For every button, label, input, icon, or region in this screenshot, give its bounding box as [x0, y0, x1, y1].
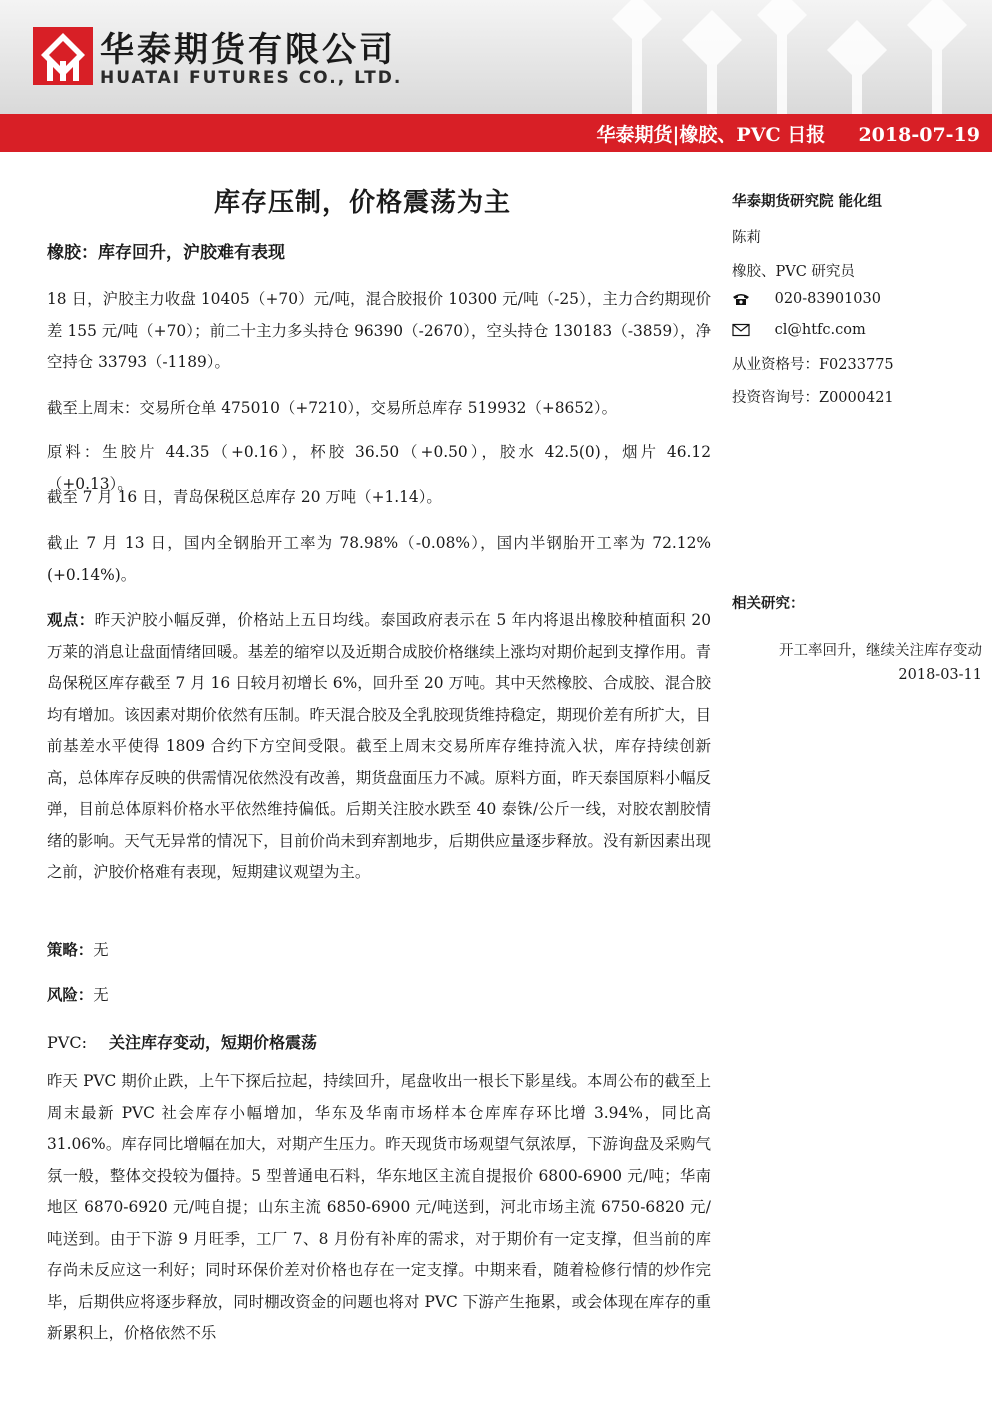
analyst-role: 橡胶、PVC 研究员: [732, 264, 855, 280]
rubber-risk: [47, 980, 711, 1012]
license-number: F0233775: [819, 357, 894, 373]
advisory-number: Z0000421: [819, 390, 894, 406]
risk-label: 风险：: [47, 986, 94, 1004]
rubber-inventory-paragraph: 截至上周末：交易所仓单 475010（+7210），交易所总库存 519932（+8652）。: [47, 399, 618, 417]
rubber-raw-material-paragraph: 原料：生胶片 44.35（+0.16），杯胶 36.50（+0.50），胶水 42.5(0)，烟片 46.12（+0.13）。: [47, 443, 711, 493]
page-header: [0, 0, 992, 114]
rubber-heading: 橡胶：库存回升，沪胶难有表现: [47, 243, 285, 263]
related-research-label: 相关研究：: [732, 595, 805, 612]
license-row: [732, 353, 894, 374]
page-title: 库存压制，价格震荡为主: [213, 188, 511, 218]
strategy-label: 策略：: [47, 941, 94, 959]
pvc-heading-text: 关注库存变动，短期价格震荡: [108, 1033, 317, 1052]
report-date: 2018-07-19: [858, 124, 980, 146]
phone-row: [732, 291, 881, 307]
analyst-name: 陈莉: [732, 230, 761, 246]
rubber-market-paragraph: 18 日，沪胶主力收盘 10405（+70）元/吨，混合胶报价 10300 元/吨（-25），主力合约期现价差 155 元/吨（+70）；前二十主力多头持仓 96390（-2670），空头持仓 130183（-3859），净空持仓 33793（-1189）。: [47, 290, 711, 371]
phone-icon: [732, 292, 750, 306]
license-label: 从业资格号：: [732, 357, 819, 373]
report-banner-text: [597, 120, 980, 147]
report-type: 华泰期货|橡胶、PVC 日报: [596, 124, 826, 146]
advisory-row: [732, 386, 894, 407]
email-address[interactable]: cl@htfc.com: [774, 322, 866, 338]
risk-text: 无: [93, 986, 109, 1004]
rubber-bonded-paragraph: 截至 7 月 16 日，青岛保税区总库存 20 万吨（+1.14）。: [47, 488, 442, 506]
phone-number: 020-83901030: [774, 291, 881, 307]
mail-icon: [732, 323, 750, 337]
company-name-en: HUATAI FUTURES CO., LTD.: [100, 68, 403, 88]
company-name-cn: 华泰期货有限公司: [100, 30, 396, 70]
pvc-heading: [47, 1030, 317, 1053]
institute-name: 华泰期货研究院 能化组: [732, 193, 883, 210]
pvc-heading-prefix: PVC:: [47, 1033, 87, 1052]
view-text: 昨天沪胶小幅反弹，价格站上五日均线。泰国政府表示在 5 年内将退出橡胶种植面积 20 万莱的消息让盘面情绪回暖。基差的缩窄以及近期合成胶价格继续上涨均对期价起到支撑作用。青岛保税区库存截至 7 月 16 日较月初增长 6%，回升至 20 万吨。其中天然橡胶、合成胶、混合胶均有增加。该因素对期价依然有压制。昨天混合胶及全乳胶现货维持稳定，期现价差有所扩大，目前基差水平使得 1809 合约下方空间受限。截至上周末交易所库存维持流入状，库存持续创新高，总体库存反映的供需情况依然没有改善，期货盘面压力不减。原料方面，昨天泰国原料小幅反弹，目前总体原料价格水平依然维持偏低。后期关注胶水跌至 40 泰铢/公斤一线，对胶农割胶情绪的影响。天气无异常的情况下，目前价尚未到弃割地步，后期供应量逐步释放。没有新因素出现之前，沪胶价格难有表现，短期建议观望为主。: [47, 611, 711, 881]
rubber-strategy: [47, 935, 711, 967]
report-banner: [0, 114, 992, 152]
header-decoration: [612, 0, 992, 114]
rubber-view-paragraph: [47, 605, 711, 889]
view-label: 观点：: [47, 611, 95, 629]
huatai-logo-icon: [33, 27, 93, 85]
email-row: [732, 322, 866, 338]
strategy-text: 无: [93, 941, 109, 959]
pvc-paragraph: 昨天 PVC 期价止跌，上午下探后拉起，持续回升，尾盘收出一根长下影星线。本周公布的截至上周末最新 PVC 社会库存小幅增加，华东及华南市场样本仓库库存环比增 3.94%，同比高 31.06%。库存同比增幅在加大，对期产生压力。昨天现货市场观望气氛浓厚，下游询盘及采购气氛一般，整体交投较为僵持。5 型普通电石料，华东地区主流自提报价 6800-6900 元/吨；华南地区 6870-6920 元/吨自提；山东主流 6850-6900 元/吨送到，河北市场主流 6750-6820 元/吨送到。由于下游 9 月旺季，工厂 7、8 月份有补库的需求，对于期价有一定支撑，但当前的库存尚未反应这一利好；同时环保价差对价格也存在一定支撑。中期来看，随着检修行情的炒作完毕，后期供应将逐步释放，同时棚改资金的问题也将对 PVC 下游产生拖累，或会体现在库存的重新累积上，价格依然不乐: [47, 1072, 711, 1342]
rubber-tire-paragraph: 截止 7 月 13 日，国内全钢胎开工率为 78.98%（-0.08%），国内半钢胎开工率为 72.12%(+0.14%)。: [47, 534, 711, 584]
advisory-label: 投资咨询号：: [732, 390, 819, 406]
related-research-title[interactable]: 开工率回升，继续关注库存变动: [779, 643, 982, 659]
related-research-date: 2018-03-11: [898, 667, 982, 683]
